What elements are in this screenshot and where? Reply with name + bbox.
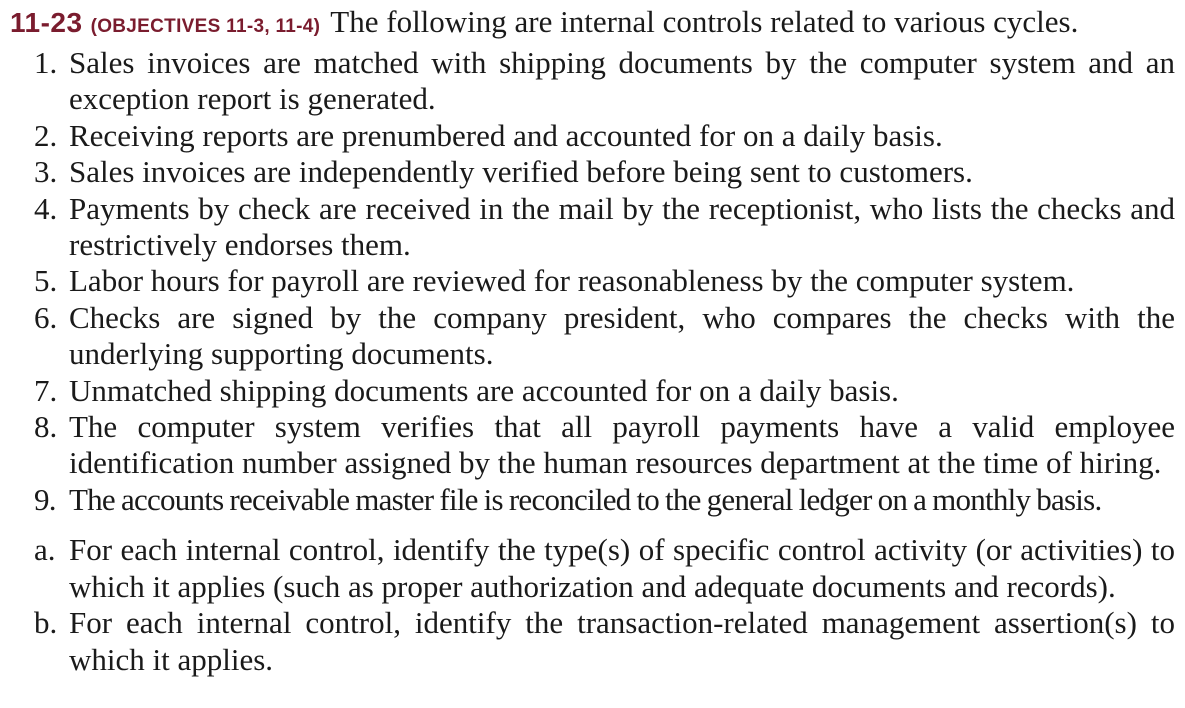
question-item bbox=[10, 605, 1175, 678]
list-item bbox=[10, 45, 1175, 118]
list-item-number: 1. bbox=[34, 45, 58, 80]
list-item-text: The accounts receivable master file is reconciled to the general ledger on a monthly basis. bbox=[69, 481, 1102, 517]
list-item bbox=[10, 300, 1175, 373]
list-item-text: Sales invoices are matched with shipping documents by the computer system and an exception report is generated. bbox=[69, 45, 1175, 117]
list-item-number: 6. bbox=[34, 299, 58, 335]
list-item-text: Labor hours for payroll are reviewed for reasonableness by the computer system. bbox=[69, 263, 1075, 299]
question-marker: b. bbox=[34, 605, 58, 641]
list-item-text: Sales invoices are independently verified before being sent to customers. bbox=[69, 154, 973, 190]
list-item bbox=[10, 482, 1175, 518]
list-item-text: Receiving reports are prenumbered and accounted for on a daily basis. bbox=[69, 117, 943, 153]
problem-heading bbox=[10, 4, 1175, 45]
list-item-number: 7. bbox=[34, 372, 58, 408]
list-item bbox=[10, 373, 1175, 409]
list-item-text: Payments by check are received in the mail by the receptionist, who lists the checks and restrictively endorses them. bbox=[69, 190, 1175, 263]
list-item-number: 9. bbox=[34, 481, 56, 517]
list-item-number: 8. bbox=[34, 409, 58, 445]
question-text: For each internal control, identify the type(s) of specific control activity (or activities) to which it applies (such as proper authorization and adequate documents and records). bbox=[69, 532, 1175, 604]
list-item-text: The computer system verifies that all payroll payments have a valid employee identification number assigned by the human resources department at the time of hiring. bbox=[69, 409, 1175, 481]
problem-objectives: (OBJECTIVES 11-3, 11-4) bbox=[90, 16, 321, 37]
list-item-text: Unmatched shipping documents are accounted for on a daily basis. bbox=[69, 372, 899, 408]
list-item bbox=[10, 409, 1175, 482]
list-item bbox=[10, 118, 1175, 154]
list-item bbox=[10, 263, 1175, 299]
list-item bbox=[10, 154, 1175, 190]
problem-number: 11-23 bbox=[10, 7, 83, 38]
list-item-text: Checks are signed by the company president, who compares the checks with the underlying supporting documents. bbox=[69, 299, 1175, 372]
question-text: For each internal control, identify the transaction-related management assertion(s) to which it applies. bbox=[69, 605, 1175, 677]
question-item bbox=[10, 532, 1175, 605]
list-item-number: 5. bbox=[34, 263, 58, 299]
question-marker: a. bbox=[34, 532, 56, 568]
internal-controls-list bbox=[10, 45, 1175, 518]
list-item bbox=[10, 191, 1175, 264]
problem-intro: The following are internal controls related to various cycles. bbox=[330, 4, 1079, 39]
list-item-number: 2. bbox=[34, 117, 58, 153]
list-item-number: 3. bbox=[34, 154, 58, 190]
list-item-number: 4. bbox=[34, 190, 58, 226]
questions-list bbox=[10, 532, 1175, 678]
